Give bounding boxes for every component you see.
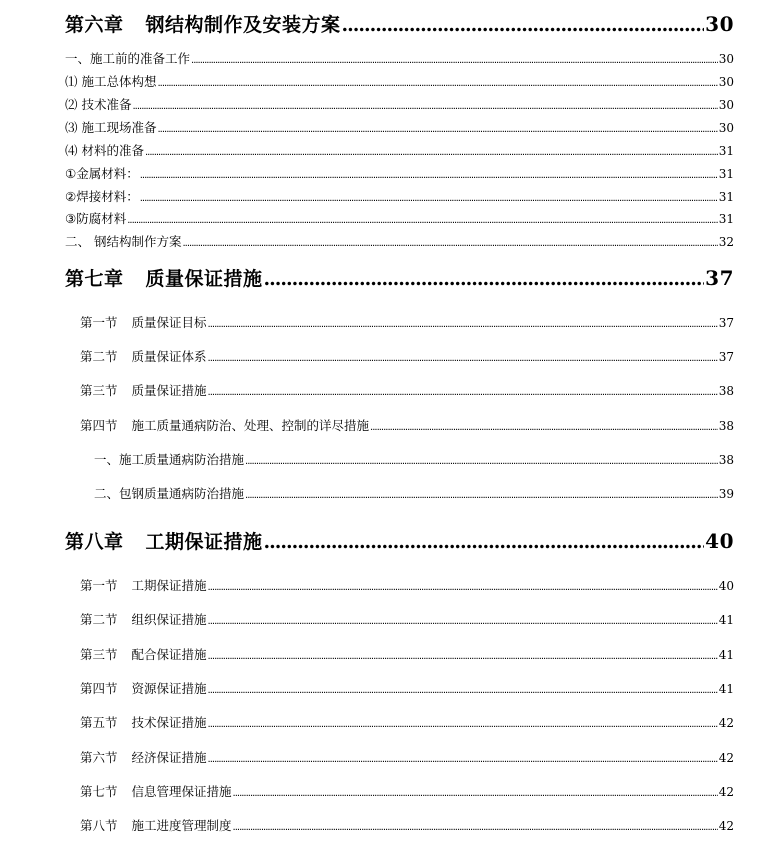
page-number: 37 xyxy=(705,266,734,290)
dot-leader xyxy=(245,456,718,467)
section-title: 第二节 质量保证体系 xyxy=(80,349,207,364)
item-title: ②焊接材料： xyxy=(65,189,139,204)
page-number: 37 xyxy=(718,350,734,364)
page-number: 30 xyxy=(718,52,734,66)
section-title: 第四节 资源保证措施 xyxy=(80,681,207,696)
section-title: 第七节 信息管理保证措施 xyxy=(80,784,232,799)
page-number: 31 xyxy=(718,190,734,204)
item-title: 二、 钢结构制作方案 xyxy=(65,234,182,249)
dot-leader xyxy=(157,78,717,89)
page-number: 30 xyxy=(718,75,734,89)
item-title: 一、施工前的准备工作 xyxy=(65,51,191,66)
page-number: 31 xyxy=(718,144,734,158)
toc-item[interactable] xyxy=(65,49,734,67)
toc-item[interactable] xyxy=(65,187,734,205)
dot-leader xyxy=(140,193,718,204)
toc-item[interactable] xyxy=(65,141,734,159)
page-number: 31 xyxy=(718,212,734,226)
toc-section[interactable] xyxy=(80,576,734,594)
toc-subitem[interactable] xyxy=(94,484,734,502)
page-number: 42 xyxy=(718,716,734,730)
subitem-title: 一、施工质量通病防治措施 xyxy=(94,452,245,467)
dot-leader xyxy=(245,490,718,501)
toc-section[interactable] xyxy=(80,748,734,766)
page-number: 30 xyxy=(718,98,734,112)
toc-item[interactable] xyxy=(65,209,734,227)
dot-leader xyxy=(208,754,718,765)
chapter-title: 第八章 工期保证措施 xyxy=(65,531,263,553)
page-number: 41 xyxy=(718,682,734,696)
dot-leader xyxy=(157,124,717,135)
toc-section[interactable] xyxy=(80,610,734,628)
dot-leader xyxy=(208,616,718,627)
dot-leader xyxy=(342,14,705,36)
toc-section[interactable] xyxy=(80,347,734,365)
toc-section[interactable] xyxy=(80,679,734,697)
dot-leader xyxy=(208,582,718,593)
page-number: 38 xyxy=(718,453,734,467)
toc-subitem[interactable] xyxy=(94,450,734,468)
page-number: 40 xyxy=(705,529,734,553)
item-title: ③防腐材料 xyxy=(65,211,127,226)
item-title: ⑴ 施工总体构想 xyxy=(65,74,157,89)
dot-leader xyxy=(264,531,705,553)
page-number: 40 xyxy=(718,579,734,593)
toc-item[interactable] xyxy=(65,118,734,136)
toc-section[interactable] xyxy=(80,782,734,800)
dot-leader xyxy=(208,387,718,398)
toc-section[interactable] xyxy=(80,381,734,399)
dot-leader xyxy=(127,215,718,226)
page-number: 41 xyxy=(718,648,734,662)
toc-item[interactable] xyxy=(65,164,734,182)
toc-chapter-7[interactable] xyxy=(65,264,734,291)
section-title: 第三节 质量保证措施 xyxy=(80,383,207,398)
subitem-title: 二、包钢质量通病防治措施 xyxy=(94,486,245,501)
section-title: 第六节 经济保证措施 xyxy=(80,750,207,765)
toc-chapter-8[interactable] xyxy=(65,527,734,554)
toc-section[interactable] xyxy=(80,645,734,663)
toc-item[interactable] xyxy=(65,232,734,250)
page-number: 39 xyxy=(718,487,734,501)
toc-chapter-6[interactable] xyxy=(65,10,734,37)
section-title: 第二节 组织保证措施 xyxy=(80,612,207,627)
item-title: ⑷ 材料的准备 xyxy=(65,143,144,158)
toc-item[interactable] xyxy=(65,95,734,113)
section-title: 第一节 工期保证措施 xyxy=(80,578,207,593)
item-title: ⑶ 施工现场准备 xyxy=(65,120,157,135)
page-number: 32 xyxy=(718,235,734,249)
chapter-title: 第六章 钢结构制作及安装方案 xyxy=(65,14,341,36)
page-number: 30 xyxy=(718,121,734,135)
dot-leader xyxy=(140,170,718,181)
toc-item[interactable] xyxy=(65,72,734,90)
section-title: 第一节 质量保证目标 xyxy=(80,315,207,330)
page-number: 30 xyxy=(705,12,734,36)
dot-leader xyxy=(233,788,718,799)
dot-leader xyxy=(208,651,718,662)
item-title: ⑵ 技术准备 xyxy=(65,97,132,112)
section-title: 第四节 施工质量通病防治、处理、控制的详尽措施 xyxy=(80,418,370,433)
dot-leader xyxy=(264,268,705,290)
page-number: 41 xyxy=(718,613,734,627)
toc-section[interactable] xyxy=(80,313,734,331)
toc-section[interactable] xyxy=(80,416,734,434)
page-number: 31 xyxy=(718,167,734,181)
page-number: 38 xyxy=(718,419,734,433)
dot-leader xyxy=(191,55,718,66)
dot-leader xyxy=(370,422,718,433)
section-title: 第八节 施工进度管理制度 xyxy=(80,818,232,833)
dot-leader xyxy=(145,147,718,158)
page-number: 38 xyxy=(718,384,734,398)
toc-section[interactable] xyxy=(80,713,734,731)
page-number: 37 xyxy=(718,316,734,330)
section-title: 第三节 配合保证措施 xyxy=(80,647,207,662)
dot-leader xyxy=(233,822,718,833)
page-number: 42 xyxy=(718,819,734,833)
dot-leader xyxy=(182,238,717,249)
dot-leader xyxy=(208,319,718,330)
page-number: 42 xyxy=(718,751,734,765)
dot-leader xyxy=(208,719,718,730)
dot-leader xyxy=(208,685,718,696)
chapter-title: 第七章 质量保证措施 xyxy=(65,268,263,290)
dot-leader xyxy=(208,353,718,364)
section-title: 第五节 技术保证措施 xyxy=(80,715,207,730)
item-title: ①金属材料： xyxy=(65,166,139,181)
dot-leader xyxy=(132,101,717,112)
page-number: 42 xyxy=(718,785,734,799)
toc-section[interactable] xyxy=(80,816,734,834)
